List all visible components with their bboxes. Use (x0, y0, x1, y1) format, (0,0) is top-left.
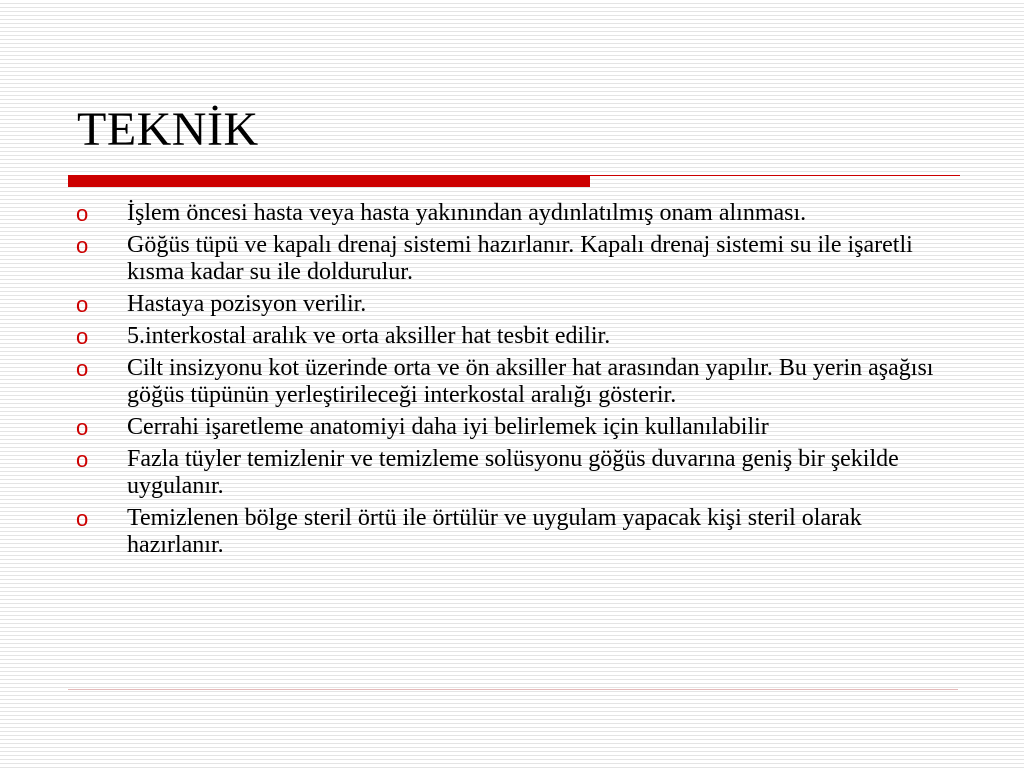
bullet-item (68, 232, 958, 286)
bullet-text: Cilt insizyonu kot üzerinde orta ve ön aksiller hat arasından yapılır. Bu yerin aşağısı göğüs tüpünün yerleştirileceği interkostal aralığı gösterir. (127, 355, 934, 408)
bullet-circle-icon: o (76, 506, 89, 531)
bullet-circle-icon: o (76, 415, 89, 440)
bullet-item (68, 323, 958, 350)
bullet-circle-icon: o (76, 324, 89, 349)
bullet-text: Hastaya pozisyon verilir. (127, 291, 367, 317)
bullet-item (68, 446, 958, 500)
title-underline-thick (68, 175, 590, 187)
bullet-circle-icon: o (76, 233, 89, 258)
bullet-item (68, 414, 958, 441)
bullet-text: İşlem öncesi hasta veya hasta yakınından aydınlatılmış onam alınması. (127, 200, 807, 226)
bullet-circle-icon: o (76, 447, 89, 472)
bullet-circle-icon: o (76, 356, 89, 381)
bullet-circle-icon: o (76, 292, 89, 317)
bullet-item (68, 505, 958, 559)
footer-divider (68, 689, 958, 690)
bullet-item (68, 200, 958, 227)
bullet-circle-icon: o (76, 201, 89, 226)
bullet-text: Cerrahi işaretleme anatomiyi daha iyi belirlemek için kullanılabilir (127, 414, 769, 440)
bullet-list (68, 200, 958, 564)
title-underline-thin (590, 175, 960, 176)
bullet-item (68, 291, 958, 318)
bullet-text: 5.interkostal aralık ve orta aksiller hat tesbit edilir. (127, 323, 611, 349)
bullet-item (68, 355, 958, 409)
bullet-text: Göğüs tüpü ve kapalı drenaj sistemi hazırlanır. Kapalı drenaj sistemi su ile işaretli kısma kadar su ile doldurulur. (127, 232, 913, 285)
slide-title: TEKNİK (77, 103, 259, 156)
bullet-text: Fazla tüyler temizlenir ve temizleme solüsyonu göğüs duvarına geniş bir şekilde uygulanır. (127, 446, 899, 499)
bullet-text: Temizlenen bölge steril örtü ile örtülür ve uygulam yapacak kişi steril olarak hazırlanır. (127, 505, 862, 558)
